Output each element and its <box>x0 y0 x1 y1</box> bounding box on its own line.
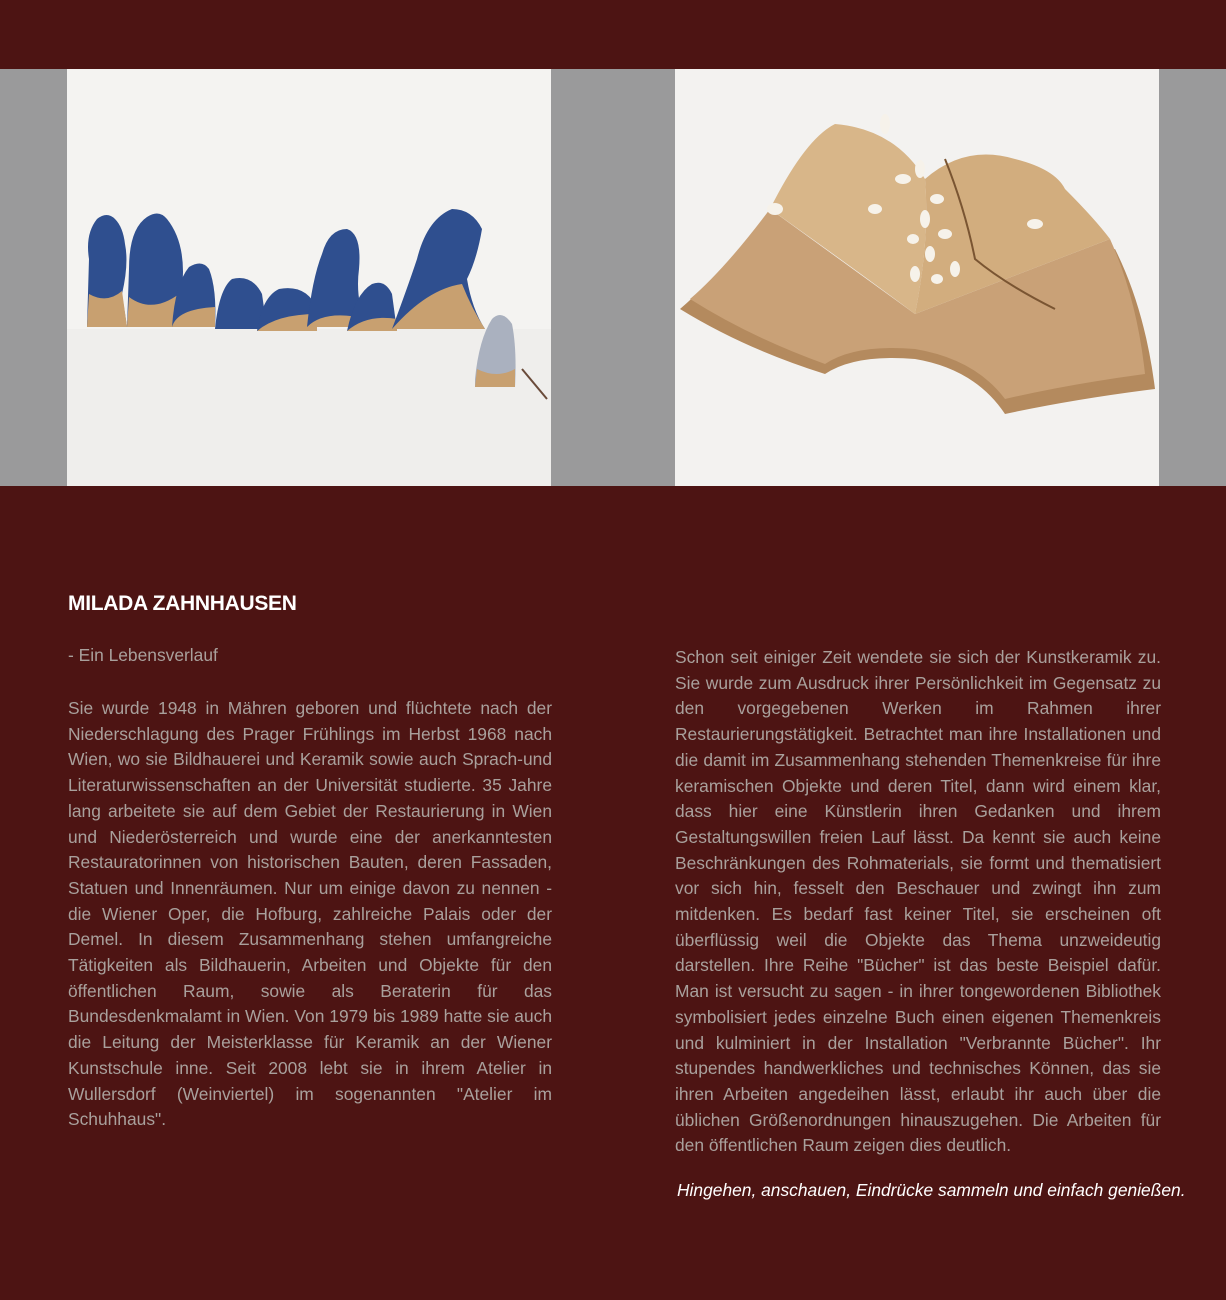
ceramics-paragraph: Schon seit einiger Zeit wendete sie sich der Kunstkeramik zu. Sie wurde zum Ausdruck ihrer Persönlichkeit im Gegensatz zu den vorgegebenen Werken im Rahmen ihrer Restaurierungstätigkeit. Betrachtet man ihre Installationen und die damit im Zusammenhang stehenden Themenkreise für ihre keramischen Objekte und deren Titel, dann wird einem klar, dass hier eine Künstlerin ihren Gedanken und ihrem Gestaltungswillen freien Lauf lässt. Da kennt sie auch keine Beschränkungen des Rohmaterials, sie formt und thematisiert vor sich hin, fesselt den Beschauer und zwingt ihn zum mitdenken. Es bedarf fast keiner Titel, sie erscheinen oft überflüssig weil die Objekte das Thema unzweideutig darstellen. Ihre Reihe "Bücher" ist das beste Beispiel dafür. Man ist versucht zu sagen - in ihrer tongewordenen Bibliothek symbolisiert jedes einzelne Buch einen eigenen Themenkreis und kulminiert in der Installation "Verbrannte Bücher". Ihr stupendes handwerkliches und technisches Können, das sie ihren Arbeiten angedeihen lässt, erlaubt ihr auch über die üblichen Größenordnungen hinauszugehen. Die Arbeiten für den öffentlichen Raum zeigen dies deutlich. <box>675 647 1161 1156</box>
ceramic-book-illustration <box>675 69 1159 486</box>
ceramic-book-photo <box>675 69 1159 486</box>
biography-paragraph: Sie wurde 1948 in Mähren geboren und flüchtete nach der Niederschlagung des Prager Frühlings im Herbst 1968 nach Wien, wo sie Bildhauerei und Keramik sowie auch Sprach-und Literaturwissenschaften an der Universität studierte. 35 Jahre lang arbeitete sie auf dem Gebiet der Restaurierung in Wien und Niederösterreich und wurde eine der anerkanntesten Restauratorinnen von historischen Bauten, deren Fassaden, Statuen und Innenräumen. Nur um einige davon zu nennen - die Wiener Oper, die Hofburg, zahlreiche Palais oder der Demel. In diesem Zusammenhang stehen umfangreiche Tätigkeiten als Bildhauerin, Arbeiten und Objekte für den öffentlichen Raum, sowie als Beraterin für das Bundesdenkmalamt in Wien. Von 1979 bis 1989 hatte sie auch die Leitung der Meisterklasse für Keramik an der Wiener Kunstschule inne. Seit 2008 lebt sie in ihrem Atelier in Wullersdorf (Weinviertel) im sogenannten "Atelier im Schuhhaus". <box>68 698 552 1130</box>
article-subtitle: - Ein Lebensverlauf <box>68 645 218 665</box>
closing-line: Hingehen, anschauen, Eindrücke sammeln und einfach genießen. <box>677 1180 1186 1200</box>
ceramic-birds-photo <box>67 69 551 486</box>
ceramic-birds-illustration <box>67 69 551 486</box>
photo-band <box>0 69 1226 486</box>
article-title: MILADA ZAHNHAUSEN <box>68 592 297 615</box>
